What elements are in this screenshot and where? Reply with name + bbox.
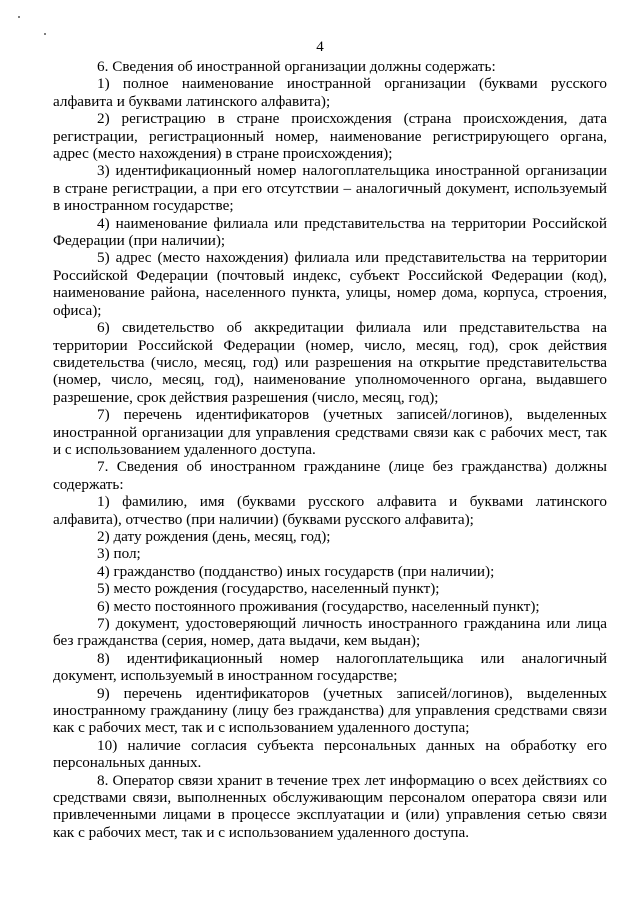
list-item: 4) гражданство (подданство) иных государств (при наличии); — [97, 562, 495, 580]
section-7-heading: 7. Сведения об иностранном гражданине (лице без гражданства) должны содержать: — [53, 458, 607, 493]
list-item: 5) место рождения (государство, населенный пункт); — [97, 580, 440, 598]
page-number: 4 — [316, 39, 324, 55]
list-item: 9) перечень идентификаторов (учетных записей/логинов), выделенных иностранному гражданину (лицу без гражданства) для управления средствами связи как с рабочих мест, так и с использованием удаленного доступа; — [53, 684, 607, 737]
list-item: 2) дату рождения (день, месяц, год); — [97, 527, 331, 545]
list-item: 3) идентификационный номер налогоплательщика иностранной организации в стране регистрации, а при его отсутствии – аналогичный документ, используемый в иностранном государстве; — [53, 162, 607, 215]
list-item: 1) полное наименование иностранной организации (буквами русского алфавита и буквами латинского алфавита); — [53, 75, 607, 110]
list-item: 4) наименование филиала или представительства на территории Российской Федерации (при наличии); — [53, 214, 607, 250]
list-item: 6) свидетельство об аккредитации филиала или представительства на территории Российской Федерации (номер, число, месяц, год), срок действия свидетельства (число, месяц, год) или разрешения на открытие представительства (номер, число, месяц, год), наименование уполномоченного органа, выдавшего разрешение, срок действия разрешения (число, месяц, год); — [53, 319, 607, 406]
scan-speck — [44, 33, 46, 35]
list-item: 6) место постоянного проживания (государство, населенный пункт); — [97, 597, 540, 615]
list-item: 8) идентификационный номер налогоплательщика или аналогичный документ, используемый в иностранном государстве; — [53, 649, 607, 685]
list-item: 7) перечень идентификаторов (учетных записей/логинов), выделенных иностранной организации для управления средствами связи как с рабочих мест, так и с использованием удаленного доступа. — [53, 406, 607, 458]
section-6-heading: 6. Сведения об иностранной организации должны содержать: — [97, 58, 496, 75]
list-item: 2) регистрацию в стране происхождения (страна происхождения, дата регистрации, регистрационный номер, наименование регистрирующего органа, адрес (место нахождения) в стране происхождения); — [53, 110, 607, 163]
section-8-paragraph: 8. Оператор связи хранит в течение трех лет информацию о всех действиях со средствами связи, выполненных обслуживающим персоналом оператора связи или привлеченными лицами в процессе эксплуатации и (или) управления сетью связи как с рабочих мест, так и с использованием удаленного доступа. — [53, 771, 607, 841]
list-item: 1) фамилию, имя (буквами русского алфавита и буквами латинского алфавита), отчество (при наличии) (буквами русского алфавита); — [53, 493, 607, 528]
scan-speck — [18, 16, 20, 18]
list-item: 5) адрес (место нахождения) филиала или представительства на территории Российской Федерации (почтовый индекс, субъект Российской Федерации (код), наименование района, населенного пункта, улицы, номер дома, корпуса, строения, офиса); — [53, 249, 607, 319]
list-item: 3) пол; — [97, 545, 141, 563]
document-body — [53, 58, 607, 841]
list-item: 10) наличие согласия субъекта персональных данных на обработку его персональных данных. — [53, 736, 607, 772]
list-item: 7) документ, удостоверяющий личность иностранного гражданина или лица без гражданства (серия, номер, дата выдачи, кем выдан); — [53, 615, 607, 650]
